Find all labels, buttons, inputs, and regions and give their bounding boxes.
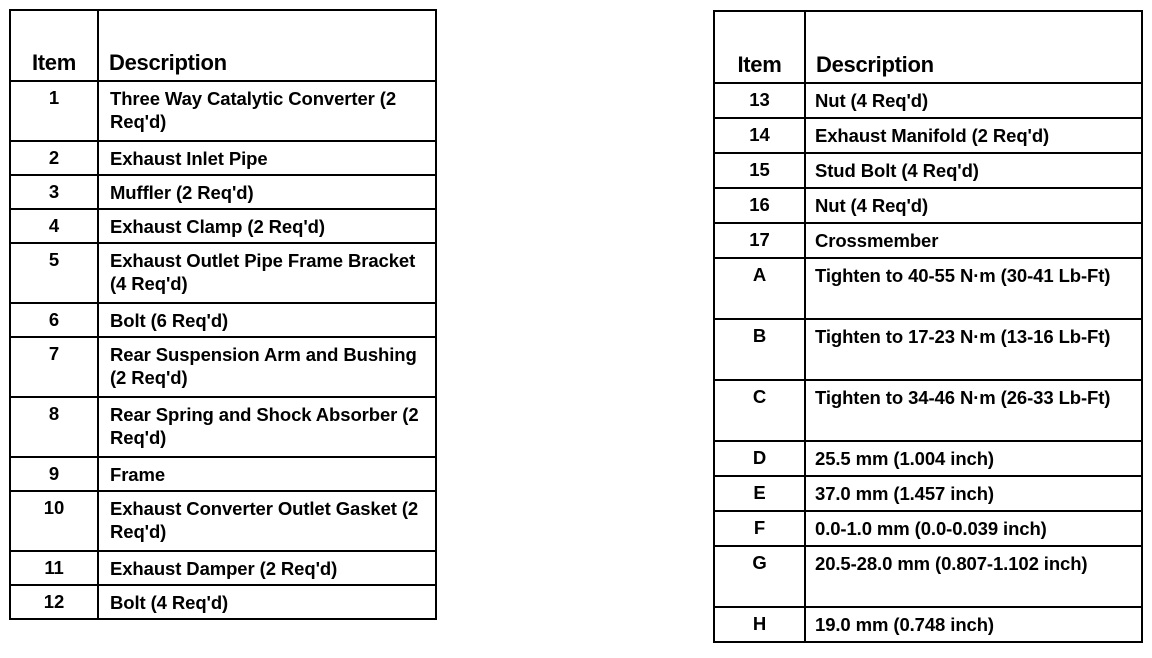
item-number: 14 — [714, 118, 805, 153]
table-row — [10, 209, 436, 243]
item-column-header: Item — [714, 11, 805, 83]
item-description: Rear Spring and Shock Absorber (2 Req'd) — [98, 397, 436, 457]
item-number: G — [714, 546, 805, 607]
item-number: F — [714, 511, 805, 546]
table-row — [714, 476, 1142, 511]
item-number: H — [714, 607, 805, 642]
item-description: Rear Suspension Arm and Bushing (2 Req'd) — [98, 337, 436, 397]
item-number: C — [714, 380, 805, 441]
item-number: 15 — [714, 153, 805, 188]
table-row — [714, 118, 1142, 153]
table-header-row — [714, 11, 1142, 83]
item-description: 19.0 mm (0.748 inch) — [805, 607, 1142, 642]
item-number: 11 — [10, 551, 98, 585]
item-description: 0.0-1.0 mm (0.0-0.039 inch) — [805, 511, 1142, 546]
item-number: D — [714, 441, 805, 476]
item-number: B — [714, 319, 805, 380]
item-number: 17 — [714, 223, 805, 258]
item-description: Nut (4 Req'd) — [805, 83, 1142, 118]
item-description: Exhaust Converter Outlet Gasket (2 Req'd) — [98, 491, 436, 551]
table-row — [714, 188, 1142, 223]
table-row — [10, 81, 436, 141]
item-description: Crossmember — [805, 223, 1142, 258]
item-description: Stud Bolt (4 Req'd) — [805, 153, 1142, 188]
item-number: 4 — [10, 209, 98, 243]
description-column-header: Description — [805, 11, 1142, 83]
item-number: 10 — [10, 491, 98, 551]
item-description: Bolt (4 Req'd) — [98, 585, 436, 619]
item-description: 20.5-28.0 mm (0.807-1.102 inch) — [805, 546, 1142, 607]
table-row — [714, 83, 1142, 118]
item-number: 3 — [10, 175, 98, 209]
item-number: 1 — [10, 81, 98, 141]
table-row — [714, 223, 1142, 258]
table-row — [714, 511, 1142, 546]
item-number: 12 — [10, 585, 98, 619]
item-description: Exhaust Inlet Pipe — [98, 141, 436, 175]
table-row — [10, 303, 436, 337]
item-description: Tighten to 17-23 N·m (13-16 Lb-Ft) — [805, 319, 1142, 380]
item-number: 5 — [10, 243, 98, 303]
table-row — [10, 175, 436, 209]
item-number: 7 — [10, 337, 98, 397]
item-description: Muffler (2 Req'd) — [98, 175, 436, 209]
item-description: Exhaust Damper (2 Req'd) — [98, 551, 436, 585]
table-row — [10, 585, 436, 619]
table-row — [714, 319, 1142, 380]
item-description: Three Way Catalytic Converter (2 Req'd) — [98, 81, 436, 141]
parts-table-right — [713, 10, 1143, 643]
item-description: Tighten to 34-46 N·m (26-33 Lb-Ft) — [805, 380, 1142, 441]
table-row — [10, 491, 436, 551]
table-row — [714, 546, 1142, 607]
item-description: 37.0 mm (1.457 inch) — [805, 476, 1142, 511]
item-description: Nut (4 Req'd) — [805, 188, 1142, 223]
item-description: Exhaust Outlet Pipe Frame Bracket (4 Req'd) — [98, 243, 436, 303]
table-row — [10, 243, 436, 303]
table-row — [714, 380, 1142, 441]
item-number: E — [714, 476, 805, 511]
table-row — [714, 153, 1142, 188]
table-row — [10, 457, 436, 491]
item-description: Exhaust Manifold (2 Req'd) — [805, 118, 1142, 153]
table-row — [714, 607, 1142, 642]
table-row — [714, 441, 1142, 476]
item-column-header: Item — [10, 10, 98, 81]
item-number: 16 — [714, 188, 805, 223]
table-row — [10, 337, 436, 397]
item-number: 2 — [10, 141, 98, 175]
description-column-header: Description — [98, 10, 436, 81]
table-header-row — [10, 10, 436, 81]
item-number: 6 — [10, 303, 98, 337]
table-row — [714, 258, 1142, 319]
item-number: 13 — [714, 83, 805, 118]
item-number: A — [714, 258, 805, 319]
item-description: Frame — [98, 457, 436, 491]
item-number: 9 — [10, 457, 98, 491]
item-description: Tighten to 40-55 N·m (30-41 Lb-Ft) — [805, 258, 1142, 319]
table-row — [10, 141, 436, 175]
parts-table-left — [9, 9, 437, 620]
table-row — [10, 551, 436, 585]
item-description: Exhaust Clamp (2 Req'd) — [98, 209, 436, 243]
item-description: 25.5 mm (1.004 inch) — [805, 441, 1142, 476]
table-row — [10, 397, 436, 457]
item-number: 8 — [10, 397, 98, 457]
item-description: Bolt (6 Req'd) — [98, 303, 436, 337]
